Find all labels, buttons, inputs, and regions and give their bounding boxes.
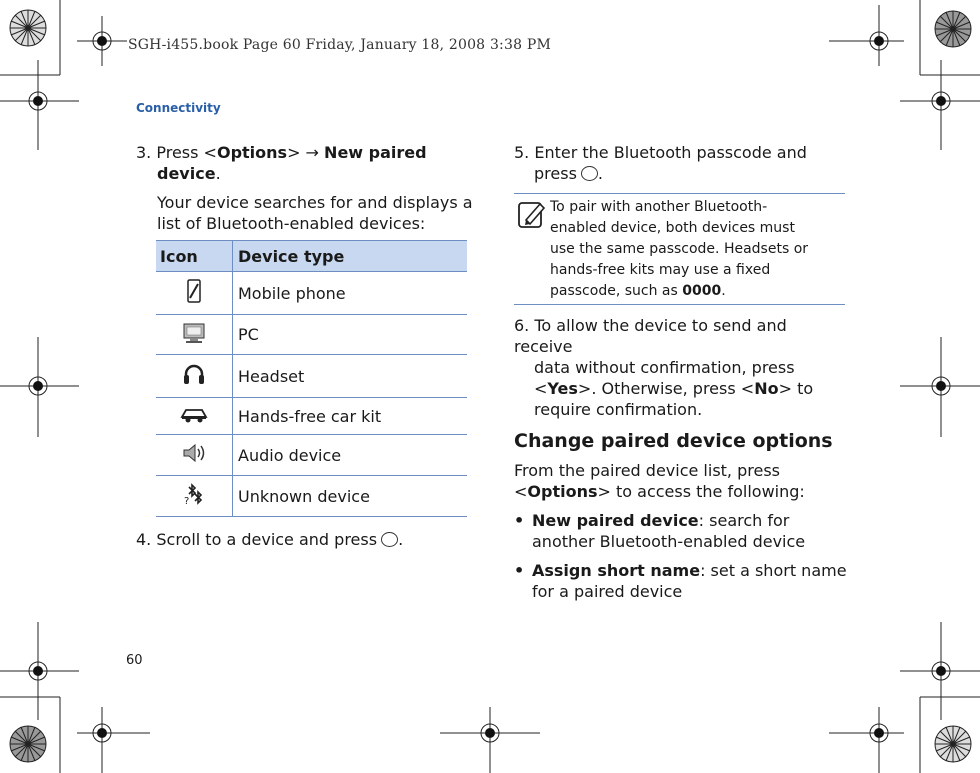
list-item: • Assign short name: set a short name for a paired device: [514, 561, 847, 601]
confirm-key-icon: [581, 166, 598, 181]
star-target-mark: [935, 726, 971, 762]
star-target-mark: [935, 11, 971, 47]
mobile-phone-icon: [184, 278, 204, 304]
device-type-label: PC: [233, 315, 468, 355]
section-label: Connectivity: [136, 101, 221, 115]
section-subheading: Change paired device options: [514, 430, 833, 452]
list-item: • New paired device: search for another Bluetooth-enabled device: [514, 511, 806, 551]
pc-icon: [182, 322, 206, 344]
step-3: 3. Press <Options> → New paired device.: [136, 143, 427, 183]
note-box: [514, 193, 845, 305]
crosshair-mark: [829, 707, 904, 773]
star-target-mark: [10, 726, 46, 762]
device-type-label: Headset: [233, 355, 468, 398]
svg-text:?: ?: [184, 496, 190, 506]
device-type-label: Audio device: [233, 435, 468, 476]
table-row: [156, 355, 467, 398]
car-kit-icon: [180, 404, 208, 424]
note-text: To pair with another Bluetooth- enabled device, both devices must use the same passcode. Headsets or hands-free kits may use a fixed passcode, such as 0000.: [550, 199, 809, 299]
options-intro: From the paired device list, press <Options> to access the following:: [514, 461, 805, 501]
table-row: [156, 272, 467, 315]
print-header: SGH-i455.book Page 60 Friday, January 18, 2008 3:38 PM: [128, 37, 551, 53]
column-header-device-type: Device type: [233, 241, 468, 272]
bullet-icon: •: [514, 561, 525, 580]
note-pencil-icon: [518, 200, 546, 230]
table-header-row: [156, 241, 467, 272]
step-6: 6. To allow the device to send and receive data without confirmation, press <Yes>. Otherwise, press <No> to require confirmation.: [514, 316, 814, 419]
star-target-mark: [10, 10, 46, 46]
bullet-icon: •: [514, 511, 525, 530]
table-row: [156, 435, 467, 476]
page-number: 60: [126, 653, 143, 668]
confirm-key-icon: [381, 532, 398, 547]
device-type-label: Unknown device: [233, 476, 468, 517]
column-header-icon: Icon: [156, 241, 233, 272]
step-3-description: Your device searches for and displays a list of Bluetooth-enabled devices:: [157, 193, 473, 233]
crosshair-mark: [440, 707, 540, 773]
step-5: 5. Enter the Bluetooth passcode and press .: [514, 143, 807, 183]
device-type-table: [156, 240, 467, 517]
table-row: [156, 476, 467, 517]
step-4: 4. Scroll to a device and press .: [136, 530, 404, 549]
unknown-device-icon: [181, 482, 207, 506]
device-type-label: Hands-free car kit: [233, 398, 468, 435]
headset-icon: [182, 362, 206, 386]
table-row: [156, 398, 467, 435]
table-row: [156, 315, 467, 355]
audio-device-icon: [181, 441, 207, 465]
crosshair-mark: [77, 707, 150, 773]
crosshair-mark: [829, 5, 904, 66]
device-type-label: Mobile phone: [233, 272, 468, 315]
